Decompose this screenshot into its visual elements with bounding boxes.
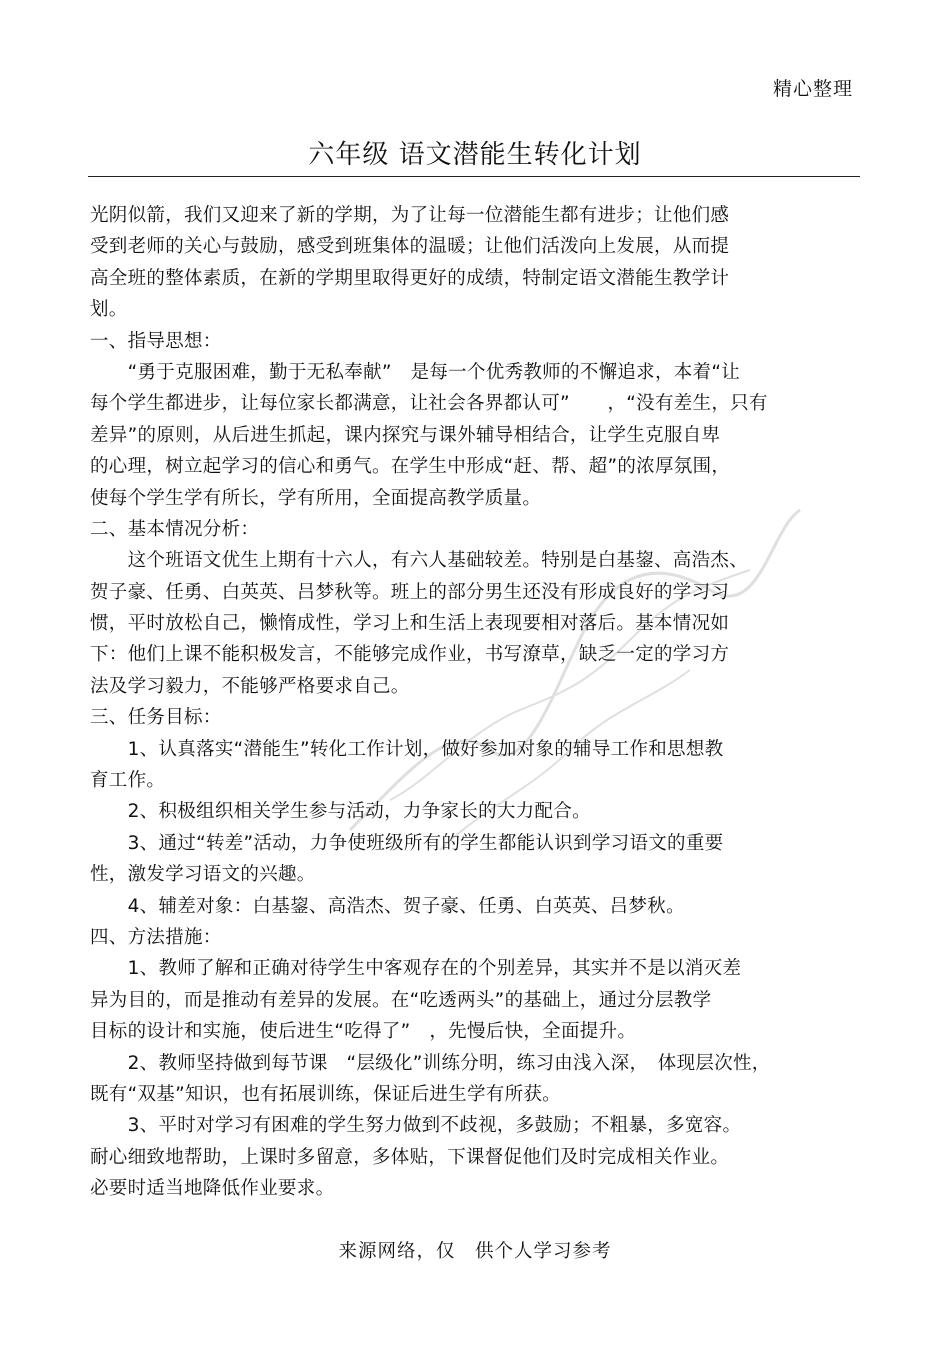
body-line: 贺子豪、任勇、白英英、吕梦秋等。班上的部分男生还没有形成良好的学习习 [90,581,730,603]
body-line: 性，激发学习语文的兴趣。 [90,864,316,886]
body-line: 3、通过“转差”活动，力争使班级所有的学生都能认识到学习语文的重要 [90,832,724,854]
body-line: 划。 [90,299,128,321]
body-line: 受到老师的关心与鼓励，感受到班集体的温暖；让他们活泼向上发展，从而提 [90,236,730,258]
footer-note: 来源网络，仅 供个人学习参考 [338,1241,612,1262]
body-line: 目标的设计和实施，使后进生“吃得了” ，先慢后快，全面提升。 [90,1021,637,1043]
body-line: 惯，平时放松自己，懒惰成性，学习上和生活上表现要相对落后。基本情况如 [90,613,730,635]
body-line: 差异”的原则，从后进生抓起，课内探究与课外辅导相结合，让学生克服自卑 [90,424,721,446]
body-line: 使每个学生学有所长，学有所用，全面提高教学质量。 [90,487,542,509]
body-line: 既有“双基”知识，也有拓展训练，保证后进生学有所获。 [90,1083,561,1105]
body-line: 高全班的整体素质，在新的学期里取得更好的成绩，特制定语文潜能生教学计 [90,267,730,289]
body-line: 法及学习毅力，不能够严格要求自己。 [90,675,410,697]
body-line: “勇于克服困难，勤于无私奉献” 是每一个优秀教师的不懈追求，本着“让 [90,361,741,383]
section-heading: 三、任务目标： [90,707,222,729]
page-title: 六年级 语文潜能生转化计划 [308,140,642,170]
body-line: 1、教师了解和正确对待学生中客观存在的个别差异，其实并不是以消灭差 [90,958,742,980]
section-heading: 一、指导思想： [90,330,222,352]
body-line: 育工作。 [90,770,166,792]
body-line: 光阴似箭，我们又迎来了新的学期，为了让每一位潜能生都有进步；让他们感 [90,205,730,226]
body-line: 的心理，树立起学习的信心和勇气。在学生中形成“赶、帮、超”的浓厚氛围， [90,456,731,478]
body-line: 这个班语文优生上期有十六人，有六人基础较差。特别是白基鋆、高浩杰、 [90,550,749,572]
title-divider [88,176,860,177]
body-line: 2、教师坚持做到每节课 “层级化”训练分明，练习由浅入深， 体现层次性， [90,1052,771,1074]
body-line: 3、平时对学习有困难的学生努力做到不歧视，多鼓励；不粗暴，多宽容。 [90,1115,742,1137]
header-note: 精心整理 [772,78,853,100]
body-line: 异为目的，而是推动有差异的发展。在“吃透两头”的基础上，通过分层教学 [90,989,712,1011]
body-line: 耐心细致地帮助，上课时多留意，多体贴，下课督促他们及时完成相关作业。 [90,1146,730,1168]
body-line: 必要时适当地降低作业要求。 [90,1178,335,1200]
document-body [90,200,860,1205]
body-line: 1、认真落实“潜能生”转化工作计划，做好参加对象的辅导工作和思想教 [90,738,724,760]
body-line: 4、辅差对象：白基鋆、高浩杰、贺子豪、任勇、白英英、吕梦秋。 [90,895,685,917]
body-line: 每个学生都进步，让每位家长都满意，让社会各界都认可” ，“没有差生，只有 [90,393,768,415]
section-heading: 四、方法措施： [90,926,222,948]
body-line: 2、积极组织相关学生参与活动，力争家长的大力配合。 [90,801,591,823]
section-heading: 二、基本情况分析： [90,518,260,540]
body-line: 下：他们上课不能积极发言，不能够完成作业，书写潦草，缺乏一定的学习方 [90,644,730,666]
